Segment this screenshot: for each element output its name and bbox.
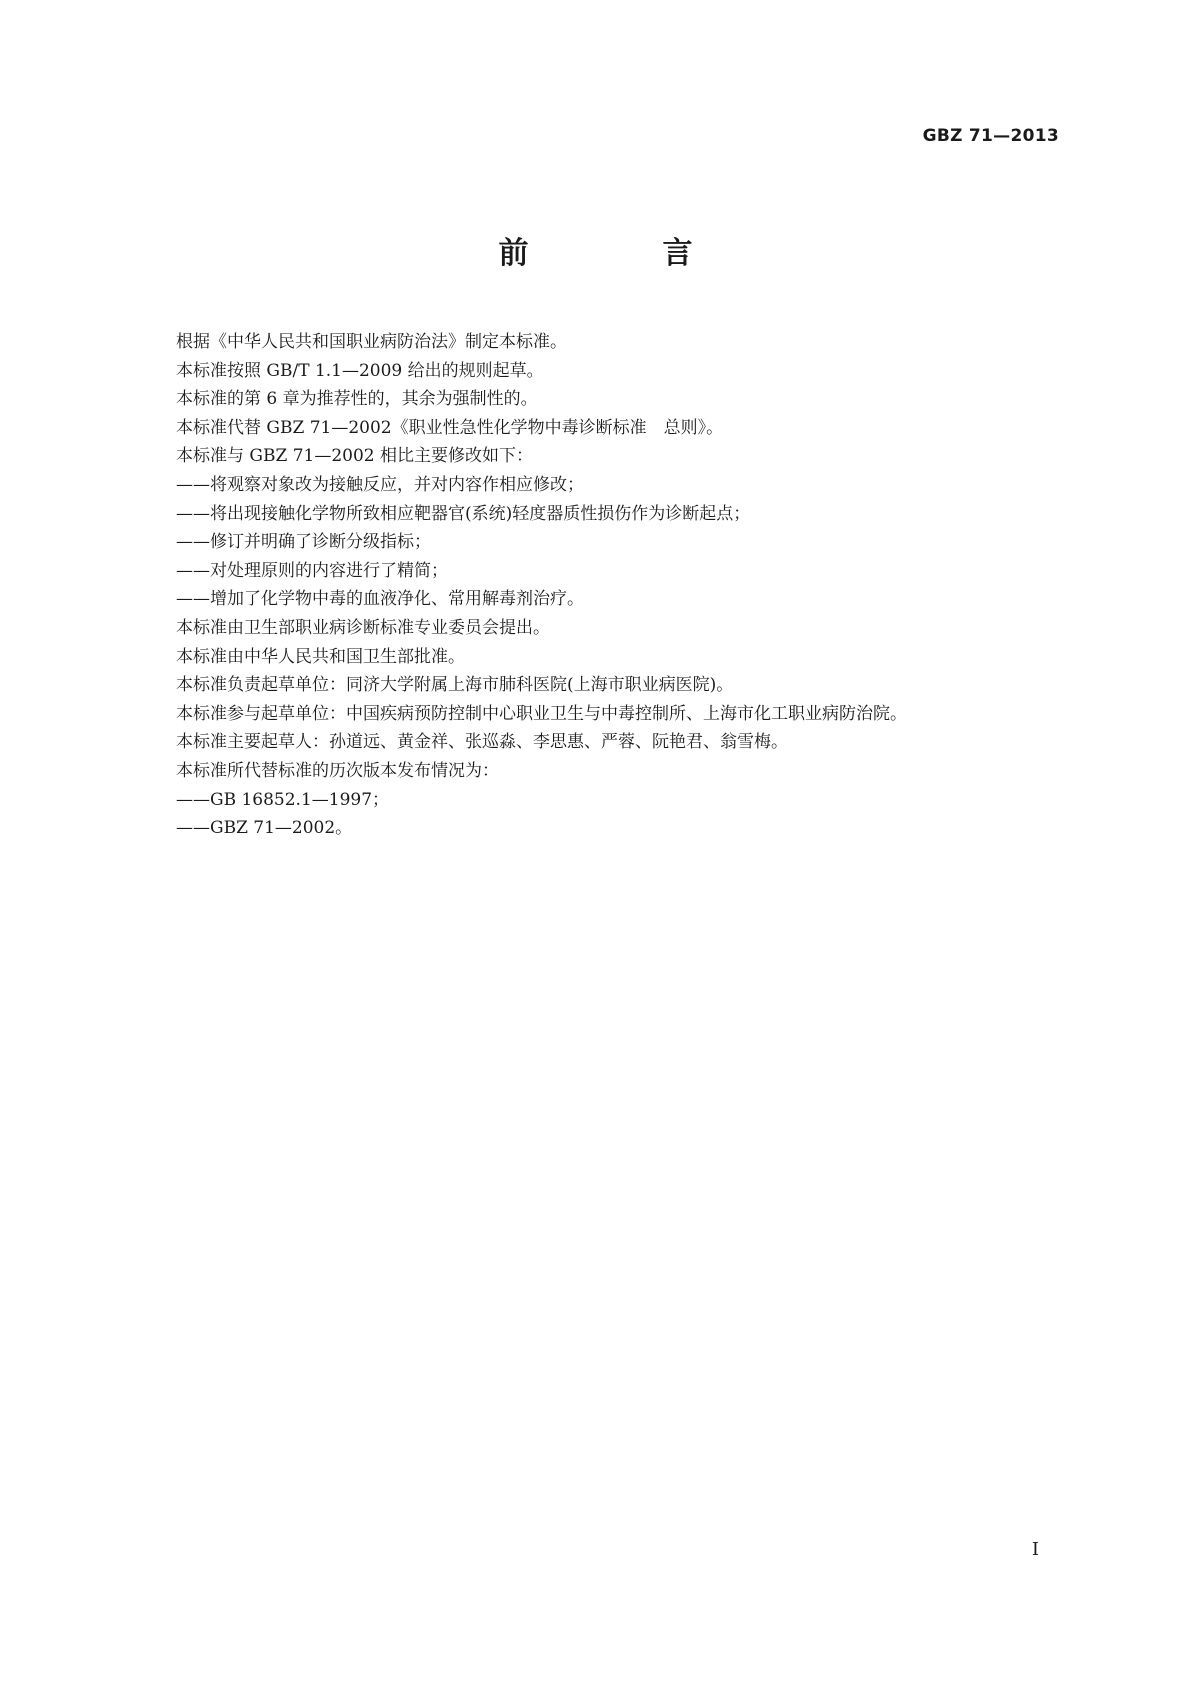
list-item: ——GB 16852.1—1997； bbox=[176, 789, 390, 810]
paragraph: 本标准参与起草单位：中国疾病预防控制中心职业卫生与中毒控制所、上海市化工职业病防治院。 bbox=[176, 703, 907, 724]
paragraph: 本标准主要起草人：孙道远、黄金祥、张巡淼、李思惠、严蓉、阮艳君、翁雪梅。 bbox=[176, 732, 788, 753]
list-item: ——增加了化学物中毒的血液净化、常用解毒剂治疗。 bbox=[176, 589, 584, 610]
paragraph: 本标准所代替标准的历次版本发布情况为： bbox=[176, 760, 499, 781]
list-item: ——GBZ 71—2002。 bbox=[176, 818, 353, 839]
page-title: 前 言 bbox=[498, 236, 745, 271]
paragraph: 根据《中华人民共和国职业病防治法》制定本标准。 bbox=[176, 332, 567, 352]
page-number: I bbox=[1031, 1539, 1039, 1560]
list-item: ——修订并明确了诊断分级指标； bbox=[176, 532, 431, 553]
list-item: ——对处理原则的内容进行了精简； bbox=[176, 560, 448, 581]
foreword-body bbox=[176, 328, 1076, 843]
paragraph: 本标准由中华人民共和国卫生部批准。 bbox=[176, 646, 465, 667]
paragraph: 本标准按照 GB/T 1.1—2009 给出的规则起草。 bbox=[176, 360, 544, 381]
paragraph: 本标准负责起草单位：同济大学附属上海市肺科医院(上海市职业病医院)。 bbox=[176, 675, 734, 696]
standard-code: GBZ 71—2013 bbox=[922, 126, 1059, 146]
list-item: ——将观察对象改为接触反应，并对内容作相应修改； bbox=[176, 474, 584, 495]
paragraph: 本标准代替 GBZ 71—2002《职业性急性化学物中毒诊断标准 总则》。 bbox=[176, 417, 724, 438]
paragraph: 本标准由卫生部职业病诊断标准专业委员会提出。 bbox=[176, 617, 550, 638]
paragraph: 本标准的第 6 章为推荐性的，其余为强制性的。 bbox=[176, 389, 538, 410]
list-item: ——将出现接触化学物所致相应靶器官(系统)轻度器质性损伤作为诊断起点； bbox=[176, 503, 751, 524]
paragraph: 本标准与 GBZ 71—2002 相比主要修改如下： bbox=[176, 446, 533, 467]
